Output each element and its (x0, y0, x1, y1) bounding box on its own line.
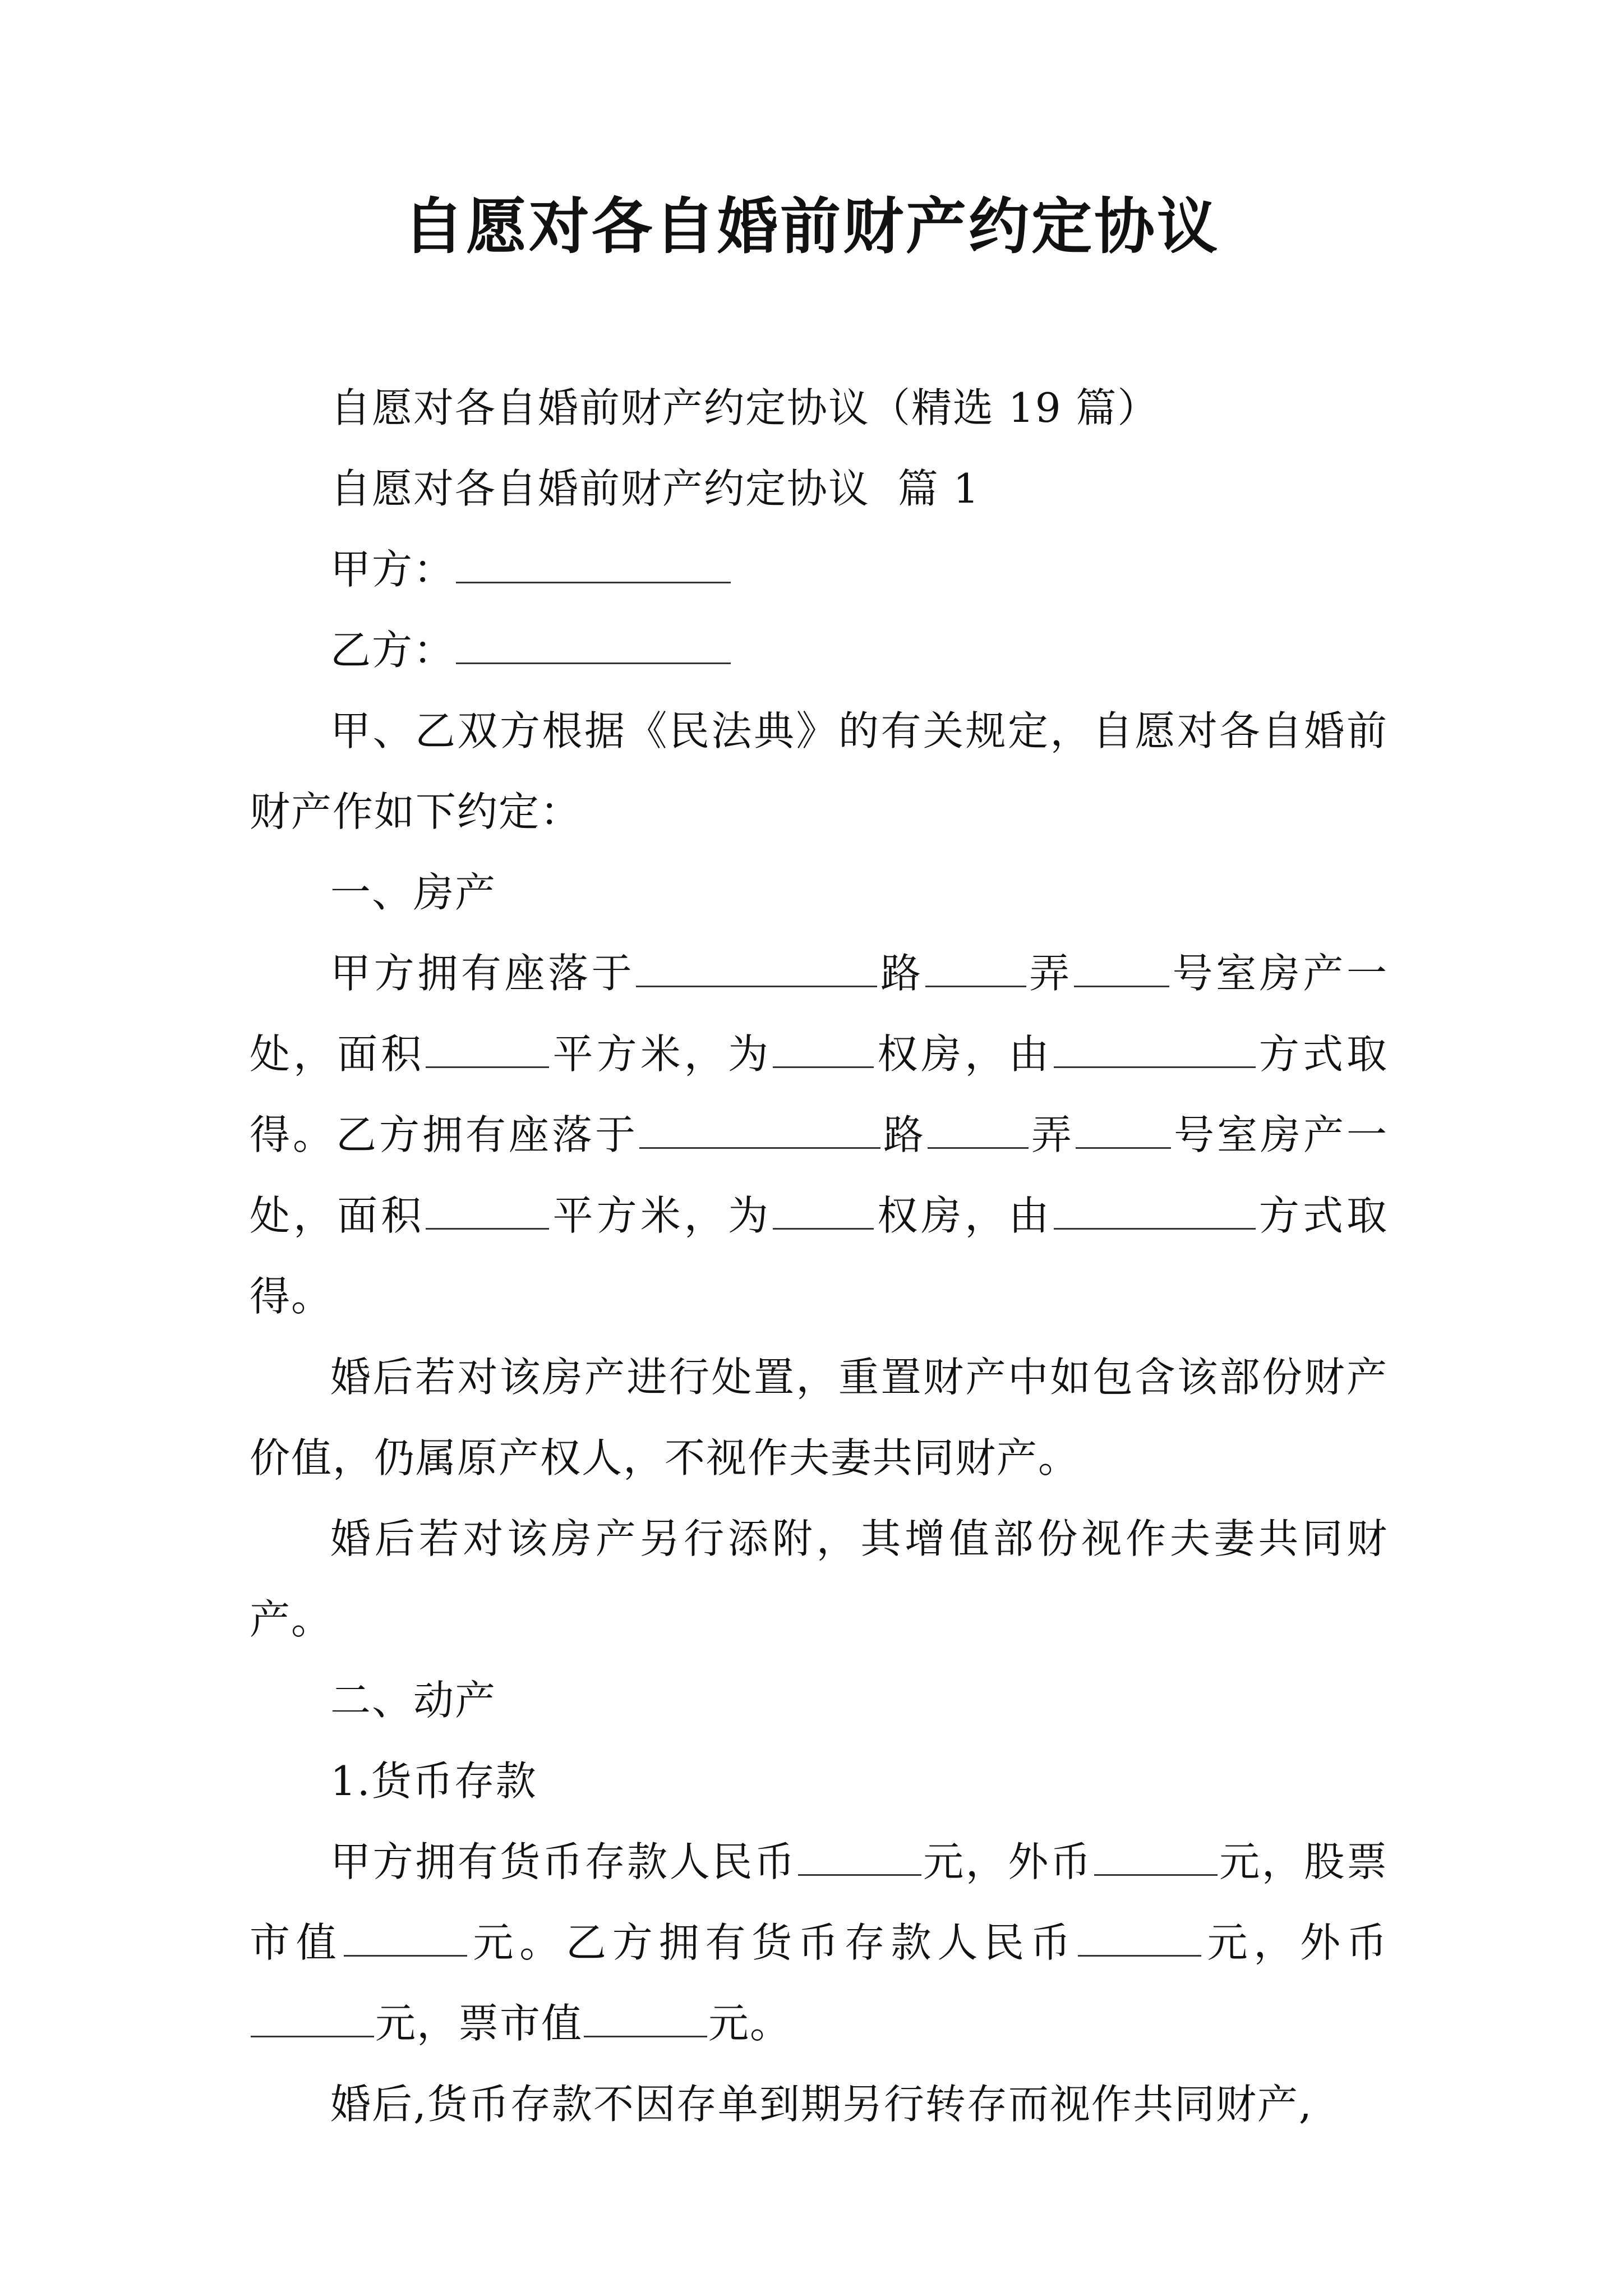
right-type-blank (773, 1194, 874, 1230)
text-segment: 方式取得。乙方拥有座落于 (250, 1030, 1388, 1158)
lane-blank (925, 952, 1026, 987)
number-blank (1074, 952, 1169, 987)
right-type-blank (773, 1033, 874, 1068)
number-blank (1076, 1114, 1171, 1149)
text-segment: 路 (881, 1111, 926, 1158)
text-segment: 元，股票市值 (250, 1838, 1388, 1966)
house-paragraph (250, 933, 1388, 1337)
area-blank (426, 1194, 549, 1230)
text-segment: 甲方拥有座落于 (330, 950, 635, 997)
stock-value-blank (584, 2002, 707, 2037)
text-segment: 平方米，为 (550, 1192, 772, 1239)
address-blank (636, 952, 877, 987)
document-body (250, 367, 1388, 2145)
foreign-currency-blank (1094, 1841, 1218, 1876)
party-a-label: 甲方： (330, 546, 455, 593)
subtitle: 自愿对各自婚前财产约定协议（精选 19 篇） (330, 384, 1159, 431)
text-segment: 权房，由 (875, 1030, 1053, 1078)
money-paragraph (250, 1821, 1388, 2064)
text-segment: 方式取得。 (250, 1192, 1388, 1320)
lane-blank (928, 1114, 1029, 1149)
text-segment: 号室房产一处，面积 (250, 1111, 1388, 1239)
method-blank (1054, 1194, 1256, 1230)
rmb-blank (1078, 1921, 1201, 1957)
text-segment: 号室房产一处，面积 (250, 950, 1388, 1078)
text-segment: 元。 (708, 2000, 792, 2047)
text-segment: 元，票市值 (375, 2000, 583, 2047)
stock-value-blank (344, 1921, 467, 1957)
text-segment: 权房，由 (875, 1192, 1053, 1239)
text-segment: 元，外币 (1202, 1919, 1388, 1966)
text-segment: 元。乙方拥有货币存款人民币 (468, 1919, 1077, 1966)
addition-paragraph: 婚后若对该房产另行添附，其增值部份视作夫妻共同财产。 (250, 1515, 1388, 1643)
method-blank (1054, 1033, 1256, 1068)
text-segment: 甲方拥有货币存款人民币 (330, 1838, 797, 1885)
foreign-currency-blank (251, 2002, 374, 2037)
party-a-blank (456, 548, 731, 583)
heading-real-estate: 一、房产 (330, 869, 497, 916)
area-blank (426, 1033, 549, 1068)
text-segment: 元，外币 (922, 1838, 1093, 1885)
party-b-blank (456, 629, 731, 664)
text-segment: 弄 (1027, 950, 1073, 997)
heading-currency-deposit: 1.货币存款 (330, 1757, 537, 1805)
text-segment: 路 (878, 950, 924, 997)
rmb-blank (798, 1841, 921, 1876)
document-title: 自愿对各自婚前财产约定协议 (403, 191, 1220, 262)
address-blank (639, 1114, 880, 1149)
text-segment: 弄 (1029, 1111, 1075, 1158)
party-b-line (250, 610, 1388, 691)
intro-paragraph: 甲、乙双方根据《民法典》的有关规定，自愿对各自婚前财产作如下约定： (250, 707, 1388, 835)
text-segment: 平方米，为 (550, 1030, 772, 1078)
party-a-line (250, 529, 1388, 610)
party-b-label: 乙方： (330, 627, 455, 674)
dispose-paragraph: 婚后若对该房产进行处置，重置财产中如包含该部份财产价值，仍属原产权人，不视作夫妻共同财产。 (250, 1354, 1388, 1481)
heading-movable-property: 二、动产 (330, 1677, 497, 1724)
section-heading: 自愿对各自婚前财产约定协议 篇 1 (330, 465, 980, 512)
last-paragraph: 婚后,货币存款不因存单到期另行转存而视作共同财产, (330, 2081, 1313, 2128)
